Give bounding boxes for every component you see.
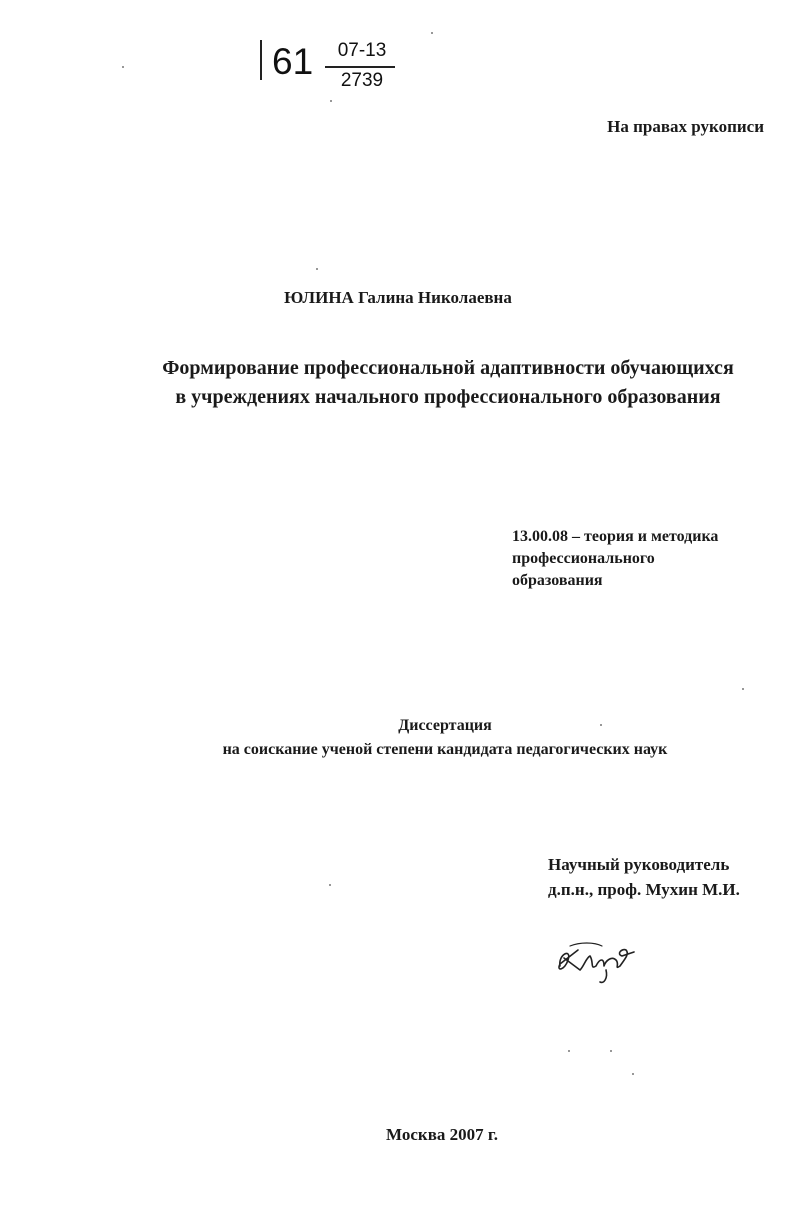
dissertation-title — [100, 354, 796, 412]
supervisor-line-2: д.п.н., проф. Мухин М.И. — [548, 880, 740, 899]
handwritten-signature — [550, 936, 640, 986]
specialty-line-2: профессионального — [512, 550, 655, 567]
dissertation-line-1: Диссертация — [398, 717, 492, 734]
specialty-line-1: 13.00.08 – теория и методика — [512, 528, 719, 545]
dissertation-line-2: на соискание ученой степени кандидата педагогических наук — [222, 741, 668, 758]
specialty-code — [512, 526, 718, 592]
title-line-1: Формирование профессиональной адаптивности обучающихся — [162, 357, 734, 379]
city-year: Москва 2007 г. — [386, 1125, 498, 1144]
author-name: ЮЛИНА Галина Николаевна — [284, 288, 512, 307]
supervisor-block — [548, 852, 740, 902]
scan-speck — [431, 32, 433, 34]
stamp-fraction-bottom: 2739 — [340, 70, 384, 91]
specialty-line-3: образования — [512, 572, 603, 589]
stamp-fraction-line — [325, 66, 395, 68]
stamp-code: 61 — [272, 41, 314, 82]
scan-speck — [610, 1050, 612, 1052]
stamp-vertical-bar — [260, 40, 262, 80]
scan-speck — [600, 724, 602, 726]
supervisor-line-1: Научный руководитель — [548, 855, 730, 874]
scan-speck — [330, 100, 332, 102]
scan-speck — [568, 1050, 570, 1052]
scan-speck — [316, 268, 318, 270]
stamp-fraction-top: 07-13 — [337, 40, 387, 61]
scan-speck — [329, 884, 331, 886]
scan-speck — [742, 688, 744, 690]
rights-note: На правах рукописи — [607, 117, 764, 136]
dissertation-type — [0, 714, 796, 762]
title-line-2: в учреждениях начального профессионального образования — [175, 386, 721, 408]
scan-speck — [632, 1073, 634, 1075]
scan-speck — [122, 66, 124, 68]
